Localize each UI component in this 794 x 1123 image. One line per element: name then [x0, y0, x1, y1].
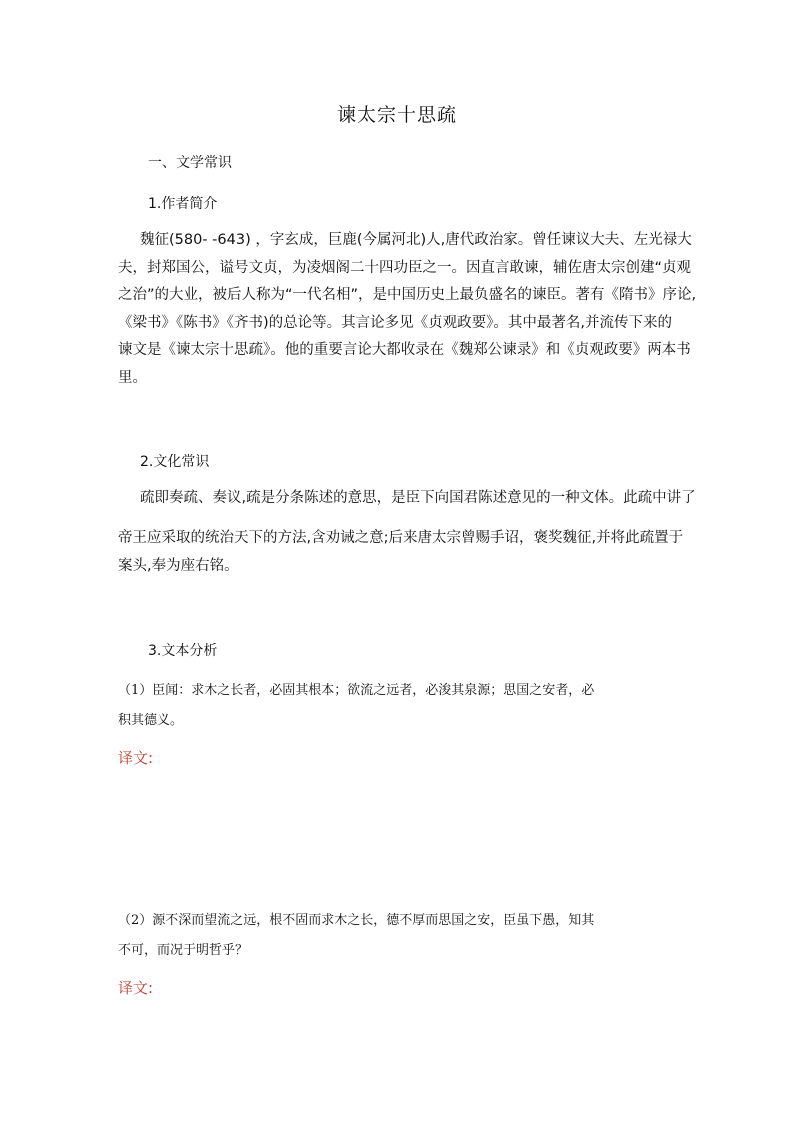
cultural-knowledge-body: [118, 525, 684, 580]
section-heading-literary-knowledge: 一、文学常识: [148, 155, 232, 171]
cultural-knowledge-line-1-block: [118, 485, 696, 513]
classical-line: （2）源不深而望流之远，根不固而求木之长，德不厚而思国之安，臣虽下愚，知其: [118, 913, 595, 928]
subheading-text-analysis: 3.文本分析: [148, 643, 218, 659]
paragraph-line: 帝王应采取的统治天下的方法,含劝诫之意;后来唐太宗曾赐手诏，褒奖魏征,并将此疏置于: [118, 530, 684, 546]
subheading-cultural-knowledge: 2.文化常识: [140, 454, 210, 470]
classical-passage-2: [118, 906, 678, 966]
classical-line: 积其德义。: [118, 713, 184, 728]
classical-line: （1）臣闻：求木之长者，必固其根本；欲流之远者，必浚其泉源；思国之安者，必: [118, 683, 595, 698]
paragraph-line: 《梁书》《陈书》《齐书)的总论等。其言论多见《贞观政要》。其中最著名,并流传下来的: [118, 314, 673, 331]
paragraph-line: 疏即奏疏、奏议,疏是分条陈述的意思，是臣下向国君陈述意见的一种文体。此疏中讲了: [140, 490, 696, 506]
classical-line: 不可，而况于明哲乎？: [118, 943, 249, 958]
classical-passage-1: [118, 676, 678, 736]
paragraph-line: 案头,奉为座右铭。: [118, 557, 239, 574]
translation-label-2: 译文:: [118, 979, 154, 997]
paragraph-line: 之治”的大业，被后人称为“一代名相”，是中国历史上最负盛名的谏臣。著有《隋书》序论,: [118, 287, 697, 303]
paragraph-line: 夫，封郑国公，谥号文贞，为凌烟阁二十四功臣之一。因直言敢谏，辅佐唐太宗创建“贞观: [118, 259, 692, 276]
author-intro-paragraph: [118, 227, 697, 392]
translation-label-1: 译文:: [118, 749, 154, 767]
paragraph-line: 里。: [118, 369, 147, 386]
document-title: 谏太宗十思疏: [336, 104, 457, 126]
paragraph-line: 谏文是《谏太宗十思疏》。他的重要言论大都收录在《魏郑公谏录》和《贞观政要》两本书: [118, 342, 691, 358]
subheading-author-intro: 1.作者简介: [148, 196, 218, 212]
paragraph-line: 魏征(580- -643) ，字玄成，巨鹿(今属河北)人,唐代政治家。曾任谏议大夫、左光禄大: [140, 232, 692, 248]
